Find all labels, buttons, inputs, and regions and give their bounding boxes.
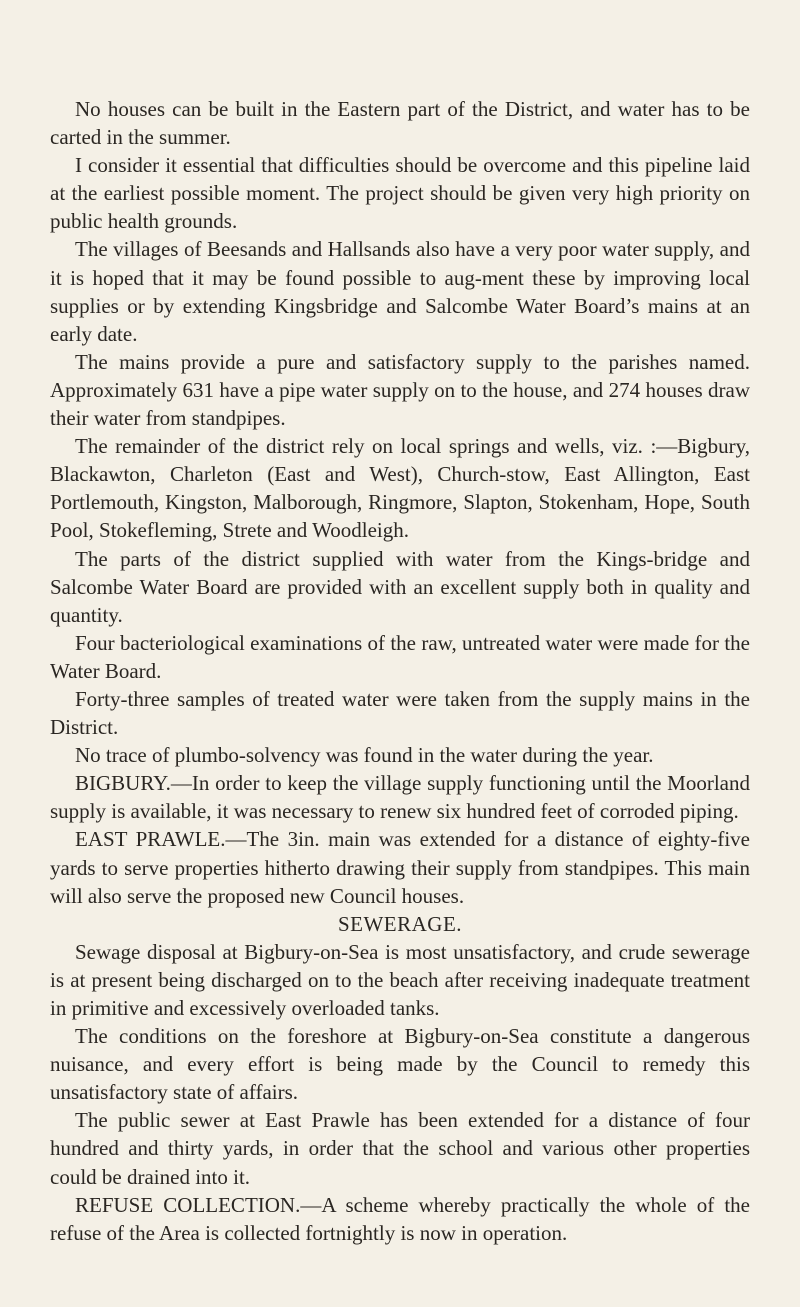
paragraph-water-board-supply: The parts of the district supplied with water from the Kings-bridge and Salcombe Water Board are provided with an excellent supply both in quality and quantity. bbox=[50, 546, 750, 627]
paragraph-treated-samples: Forty-three samples of treated water were taken from the supply mains in the District. bbox=[50, 686, 750, 740]
paragraph-springs-wells: The remainder of the district rely on local springs and wells, viz. :—Bigbury, Blackawton, Charleton (East and West), Church-stow, East Allington, East Portlemouth, Kingston, Malborough, Ringmore, Slapton, Stokenham, Hope, South Pool, Stokefleming, Strete and Woodleigh. bbox=[50, 434, 750, 543]
paragraph-pipeline-priority: I consider it essential that difficulties should be overcome and this pipeline laid at the earliest possible moment. The project should be given very high priority on public health grounds. bbox=[50, 153, 750, 234]
paragraph-plumbo-solvency: No trace of plumbo-solvency was found in the water during the year. bbox=[75, 743, 654, 768]
paragraph-eastern-district: No houses can be built in the Eastern part of the District, and water has to be carted in the summer. bbox=[50, 97, 750, 150]
paragraph-bacteriological: Four bacteriological examinations of the raw, untreated water were made for the Water Board. bbox=[50, 630, 750, 683]
paragraph-east-prawle: EAST PRAWLE.—The 3in. main was extended for a distance of eighty-five yards to serve properties hitherto drawing their supply from standpipes. This main will also serve the proposed new Council houses. bbox=[50, 827, 750, 908]
paragraph-public-sewer: The public sewer at East Prawle has been extended for a distance of four hundred and thirty yards, in order that the school and various other properties could be drained into it. bbox=[50, 1108, 750, 1189]
section-heading-sewerage: SEWERAGE. bbox=[337, 911, 463, 936]
paragraph-bigbury: BIGBURY.—In order to keep the village supply functioning until the Moorland supply is available, it was necessary to renew six hundred feet of corroded piping. bbox=[50, 771, 750, 824]
paragraph-mains-supply: The mains provide a pure and satisfactory supply to the parishes named. Approximately 631 have a pipe water supply on to the house, and 274 houses draw their water from standpipes. bbox=[50, 349, 750, 431]
paragraph-foreshore: The conditions on the foreshore at Bigbury-on-Sea constitute a dangerous nuisance, and every effort is being made by the Council to remedy this unsatisfactory state of affairs. bbox=[50, 1024, 750, 1105]
paragraph-sewage-disposal: Sewage disposal at Bigbury-on-Sea is most unsatisfactory, and crude sewerage is at present being discharged on to the beach after receiving inadequate treatment in primitive and excessively overloaded tanks. bbox=[50, 939, 750, 1020]
paragraph-beesands-hallsands: The villages of Beesands and Hallsands also have a very poor water supply, and it is hoped that it may be found possible to aug-ment these by improving local supplies or by extending Kingsbridge and Salcombe Water Board’s mains at an early date. bbox=[50, 237, 750, 346]
paragraph-refuse-collection: REFUSE COLLECTION.—A scheme whereby practically the whole of the refuse of the Area is collected fortnightly is now in operation. bbox=[50, 1192, 750, 1245]
document-page bbox=[50, 95, 750, 1247]
